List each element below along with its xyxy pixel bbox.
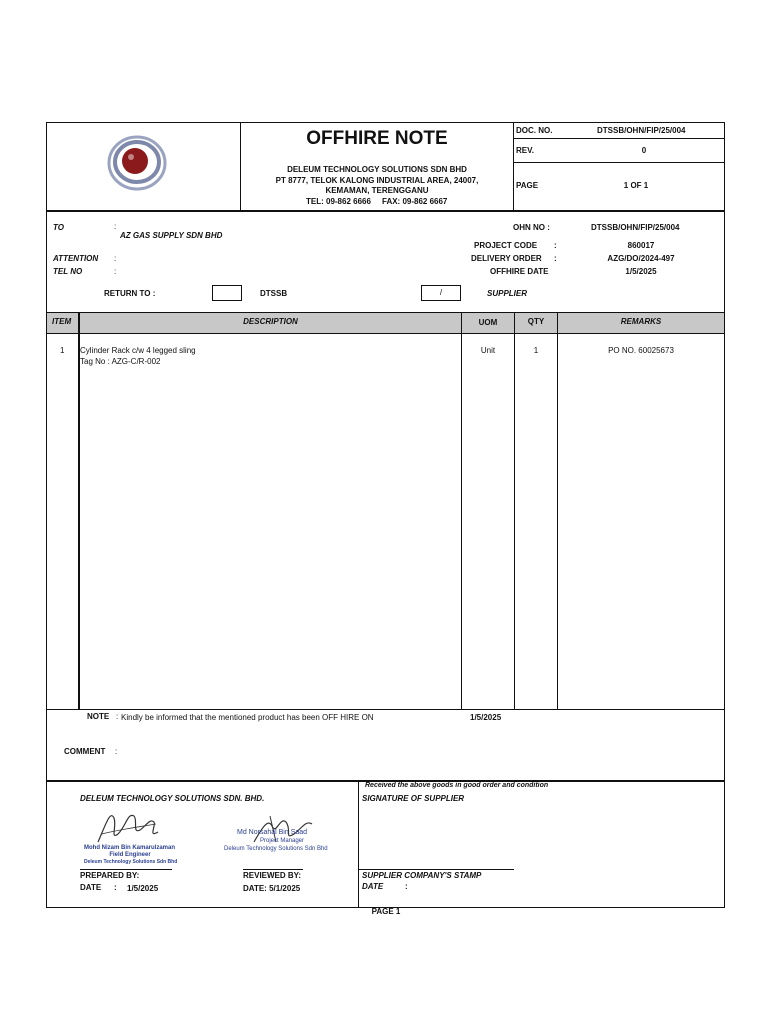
project-code-value: 860017: [627, 241, 655, 250]
row-uom: Unit: [480, 346, 496, 355]
header-qty: QTY: [527, 317, 545, 326]
row-qty: 1: [533, 346, 539, 355]
address-line-1: PT 8777, TELOK KALONG INDUSTRIAL AREA, 24007,: [275, 176, 479, 185]
signature-supplier-label: SIGNATURE OF SUPPLIER: [362, 794, 465, 803]
company-name: DELEUM TECHNOLOGY SOLUTIONS SDN BHD: [287, 165, 467, 174]
offhire-date-label: OFFHIRE DATE: [490, 267, 549, 276]
prepared-by-label: PREPARED BY:: [80, 871, 140, 880]
received-text: Received the above goods in good order and condition: [365, 782, 549, 789]
ohn-value: DTSSB/OHN/FIP/25/004: [591, 223, 680, 232]
preparer-stamp-company: Deleum Technology Solutions Sdn Bhd: [84, 859, 178, 865]
note-date: 1/5/2025: [470, 713, 502, 722]
preparer-signature-image: [92, 804, 162, 850]
note-label: NOTE: [87, 712, 110, 721]
delivery-order-label: DELIVERY ORDER: [471, 254, 542, 263]
to-value: AZ GAS SUPPLY SDN BHD: [120, 231, 223, 240]
return-dtssb-checkbox[interactable]: [212, 285, 242, 301]
row-tag-no: Tag No : AZG-C/R-002: [80, 357, 161, 366]
company-signoff: DELEUM TECHNOLOGY SOLUTIONS SDN. BHD.: [80, 794, 265, 803]
tel-label: TEL NO: [53, 267, 83, 276]
company-logo: [106, 134, 168, 192]
prepared-date-label: DATE: [80, 883, 102, 892]
header-remarks: REMARKS: [620, 317, 662, 326]
return-to-label: RETURN TO :: [104, 289, 156, 298]
return-supplier-checkbox[interactable]: /: [421, 285, 461, 301]
preparer-stamp-title: Field Engineer: [109, 852, 151, 858]
address-line-2: KEMAMAN, TERENGGANU: [325, 186, 429, 195]
page-footer: PAGE 1: [371, 907, 401, 916]
tel-number: TEL: 09-862 6666: [306, 197, 371, 206]
note-text: Kindly be informed that the mentioned product has been OFF HIRE ON: [121, 713, 374, 722]
doc-no-label: DOC. NO.: [516, 126, 553, 135]
prepared-date-colon: :: [114, 883, 117, 892]
rev-label: REV.: [516, 146, 534, 155]
prepared-date-value: 1/5/2025: [127, 884, 159, 893]
reviewed-by-label: REVIEWED BY:: [243, 871, 302, 880]
preparer-stamp-name: Mohd Nizam Bin Kamarulzaman: [84, 845, 176, 851]
attention-label: ATTENTION: [53, 254, 99, 263]
to-label: TO: [53, 223, 64, 232]
delivery-order-value: AZG/DO/2024-497: [607, 254, 675, 263]
reviewer-stamp-name: Md Norsahal Bin Saad: [237, 829, 308, 836]
comment-colon: :: [115, 747, 118, 756]
project-code-colon: :: [554, 241, 557, 250]
delivery-order-colon: :: [554, 254, 557, 263]
row-remarks: PO NO. 60025673: [608, 346, 674, 355]
rev-value: 0: [641, 146, 647, 155]
offhire-date-value: 1/5/2025: [625, 267, 657, 276]
reviewer-stamp-title: Project Manager: [260, 838, 305, 844]
note-colon: :: [116, 712, 119, 721]
return-supplier-label: SUPPLIER: [487, 289, 528, 298]
supplier-date-label: DATE: [362, 882, 384, 891]
attention-colon: :: [114, 254, 117, 263]
doc-no-value: DTSSB/OHN/FIP/25/004: [597, 126, 686, 135]
tel-colon: :: [114, 267, 117, 276]
return-dtssb-label: DTSSB: [260, 289, 288, 298]
header-item: ITEM: [52, 317, 72, 326]
project-code-label: PROJECT CODE: [474, 241, 538, 250]
page-title: OFFHIRE NOTE: [306, 128, 448, 149]
page-label: PAGE: [516, 181, 539, 190]
header-description: DESCRIPTION: [243, 317, 298, 326]
to-colon: :: [114, 222, 117, 231]
fax-number: FAX: 09-862 6667: [382, 197, 448, 206]
row-description: Cylinder Rack c/w 4 legged sling: [80, 346, 196, 355]
comment-label: COMMENT: [64, 747, 106, 756]
header-uom: UOM: [478, 318, 498, 327]
reviewed-date: DATE: 5/1/2025: [243, 884, 301, 893]
supplier-date-colon: :: [405, 882, 408, 891]
ohn-label: OHN NO :: [513, 223, 550, 232]
reviewer-stamp-company: Deleum Technology Solutions Sdn Bhd: [224, 846, 328, 852]
supplier-stamp-label: SUPPLIER COMPANY'S STAMP: [362, 871, 482, 880]
row-item: 1: [60, 346, 65, 355]
page-value: 1 OF 1: [623, 181, 649, 190]
